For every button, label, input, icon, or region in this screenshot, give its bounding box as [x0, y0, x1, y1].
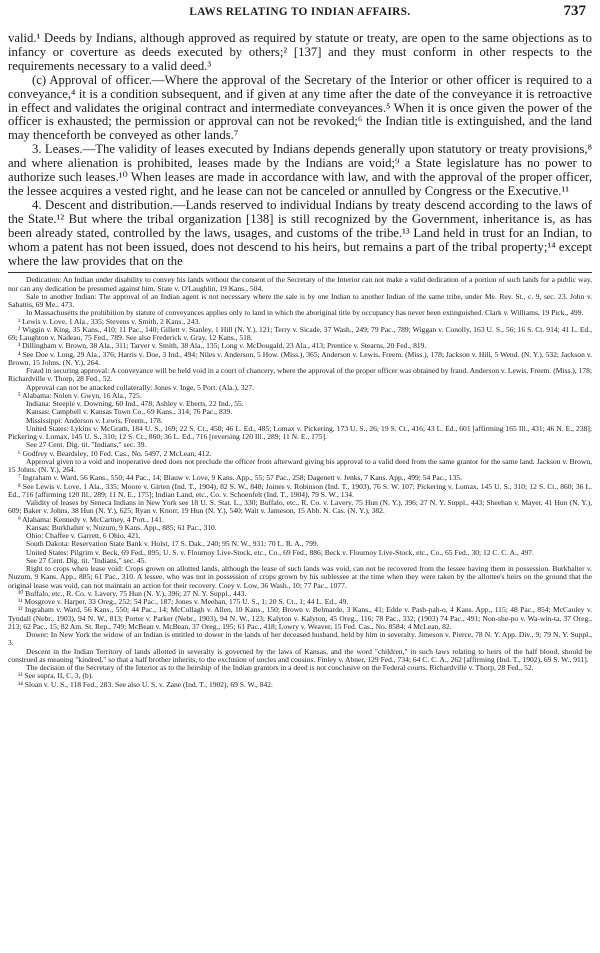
- footnote: Kansas: Burkhalter v. Nuzum, 9 Kans. App., 885; 61 Pac., 310.: [26, 522, 217, 532]
- footnote: Approval can not be attacked collaterally: Jones v. Inge, 5 Port. (Ala.), 327.: [26, 382, 254, 392]
- footnote: Indiana: Steeple v. Downing, 60 Ind., 478; Ashley v. Eberts, 22 Ind., 55.: [26, 399, 244, 409]
- footnote: Fraud in securing approval: A conveyance will be held void in a court of chancery, where the approval of the proper officer was obtained by fraud. Anderson v. Lewis, Freem. (Miss.), 178; Richardville v. Thorp, 28 Fed., 52.: [8, 366, 592, 384]
- footnote: Right to crops when lease void: Crops grown on allotted lands, although the lease of such lands was void, can not be recovered from the lessee having them in possession. Burkhalter v. Nuzum, 9 Kans. App., 885; 61 Pac., 310. A lessee, who was not in possession of crops grown by his sublessee at the time when they were taken by the allottee's heirs on the ground that the original lease was void, can not maintain an action for their recovery. Coey v. Low, 36 Wash., 10; 77 Pac., 1077.: [8, 564, 592, 590]
- footnote: ¹³ See supra, II, C, 3, (b).: [18, 671, 94, 681]
- footnote: Sale to another Indian: The approval of an Indian agent is not necessary where the sale is by one Indian to another Indian of the same tribe, under Me. Rev. St., c. 9, sec. 23. John v. Sabattis, 69 Me., 473.: [8, 291, 592, 310]
- footnote: ¹¹ Mosgrove v. Harper, 33 Oreg., 252; 54 Pac., 187; Jones v. Meehan, 175 U. S., 1; 20 S. Ct., 1; 44 L. Ed., 49.: [18, 597, 349, 607]
- footnote: ⁸ See Lewis v. Love, 1 Ala., 335; Moore v. Girten (Ind. T., 1904), 82 S. W., 848; Joines v. Robinson (Ind. T., 1903), 76 S. W. 107; Pickering v. Lomax, 145 U. S., 310; 12 S. Ct., 860; 36 L. Ed., 716 [affirming 120 Ill., 289; 11 N. E., 175]; Indian Land, etc., Co. v. Schoenfelt (Ind. T., 1904), 79 S. W., 134.: [8, 481, 592, 499]
- body-paragraph: 3. Leases.—The validity of leases executed by Indians depends generally upon statutory or treaty provisions,⁸ and where alienation is prohibited, leases made by the Indians are void;⁹ a State legislature has no power to authorize such leases.¹⁰ When leases are made in accordance with law, and with the approval of the proper officer, the lessee acquires a vested right, and he lease can not be canceled or annulled by Congress or the Executive.¹¹: [8, 142, 592, 198]
- footnote: Validity of leases by Seneca Indians in New York see 18 U. S. Stat. L., 330; Buffalo, etc., R. Co. v. Lavery, 75 Hun (N. Y.), 396; 27 N. Y. Suppl., 443; Sheehan v. Mayer, 41 Hun (N. Y.), 609; Baker v. Johns, 38 Hun (N. Y.), 625; Ryan v. Knorr, 19 Hun (N. Y.), 540; Wait v. Jameson, 15 Abb. N. Cas. (N. Y.), 382.: [8, 498, 592, 516]
- running-title: LAWS RELATING TO INDIAN AFFAIRS.: [189, 6, 411, 18]
- footnote: ¹ Lewis v. Love, 1 Ala., 335; Stevens v. Smith, 2 Kans., 243.: [18, 316, 201, 326]
- body-paragraph: (c) Approval of officer.—Where the approval of the Secretary of the Interior or other officer is required to a conveyance,⁴ it is a condition subsequent, and if given at any time after the date of the conveyance it is retroactive in effect and validates the original contract and intermediate conveyances.⁵ When it is once given the power of the officer is exhausted; the permission or approval can not be revoked;⁶ the Indian title is extinguished, and the land may thenceforth be conveyed as other lands.⁷: [8, 72, 592, 143]
- footnote: ¹² Ingraham v. Ward, 56 Kans., 550; 44 Pac., 14; McCullagh v. Allen, 10 Kans., 150; Brown v. Belmarde, 3 Kans., 41; Edde v. Pash-pah-o, 4 Kans. App., 115; 48 Pac., 854; McCauley v. Tyndall (Nebr., 1903), 94 N. W., 813; Porter v. Parker (Nebr., 1903), 94 N. W., 123; Kalyton v. Kalyton, 45 Oreg., 116; 78 Pac., 332; (1903) 74 Pac., 491; Non-she-po v. Wa-win-ta, 37 Oreg., 213; 62 Pac., 15; 82 Am. St. Rep., 749; McBean v. McBean, 37 Oreg., 195; 61 Pac., 418; Lowry v. Weaver, 15 Fed. Cas., No. 8584; 4 McLean, 82.: [8, 605, 592, 631]
- footnote: Descent in the Indian Territory of lands allotted in severalty is governed by the laws of Kansas, and the word "children," in such laws relating to heirs of the half blood, should be construed as meaning "kindred," so that a half brother inherits, to the exclusion of uncles and cousins. Finley v. Abner, 129 Fed., 734; 64 C. C. A., 262 [affirming (Ind. T., 1902), 69 S. W., 911].: [8, 646, 592, 664]
- footnote-divider: [8, 272, 592, 273]
- footnote: ¹⁰ Buffalo, etc., R. Co. v. Lavery, 75 Hun (N. Y.), 396; 27 N. Y. Suppl., 443.: [18, 588, 247, 598]
- footnote: The decision of the Secretary of the Interior as to the heirship of the Indian grantors in a deed is not conclusive on the Federal courts. Richardville v. Thorp, 28 Fed., 52.: [26, 663, 534, 673]
- footnote: United States: Lykins v. McGrath, 184 U. S., 169; 22 S. Ct., 450; 46 L. Ed., 485; Lomax v. Pickering, 173 U. S., 26; 19 S. Ct., 416; 43 L. Ed., 601 [affirming 165 Ill., 431; 46 N. E., 238]; Pickering v. Lomax, 145 U. S., 310; 12 S. Ct., 860; 36 L. Ed., 716 [reversing 120 Ill., 289; 11 N. E., 175].: [8, 423, 592, 442]
- footnote: ⁵ Alabama: Nolen v. Gwyn, 16 Ala., 725.: [18, 390, 142, 400]
- footnote: ³ Dillingham v. Brown, 38 Ala., 311; Tarver v. Smith, 38 Ala., 135; Long v. McDougald, 23 Ala., 413; Prentice v. Stearns, 20 Fed., 819.: [18, 341, 427, 351]
- footnote: Approval given to a void and inoperative deed does not preclude the officer from afterward giving his approval to a valid deed from the same grantor for the same land. Jackson v. Brown, 15 Johns. (N. Y.), 264.: [8, 456, 592, 475]
- footnote: South Dakota: Reservation State Bank v. Holst, 17 S. Dak., 240; 95 N. W., 931; 70 L. R. A., 799.: [26, 539, 319, 549]
- footnote: Dower: In New York the widow of an Indian is entitled to dower in the lands of her deceased husband, held by him in severalty. Jimeson v. Pierce, 78 N. Y. App. Div., 9; 79 N. Y. Suppl., 3.: [8, 630, 592, 648]
- main-text: [8, 32, 592, 268]
- footnote: ⁶ Godfrey v. Beardsley, 10 Fed. Cas., No. 5497, 2 McLean, 412.: [18, 448, 212, 458]
- footnote: ⁴ See Doe v. Long, 29 Ala., 376; Harris v. Doe, 3 Ind., 494; Niles v. Anderson, 5 How. (Miss.), 365; Anderson v. Lewis, Freem. (Miss.), 178; Jackson v. Hill, 5 Wend. (N. Y.), 532; Jackson v. Brown, 15 Johns. (N. Y.), 264.: [8, 349, 592, 367]
- body-paragraph: 4. Descent and distribution.—Lands reserved to individual Indians by treaty descend according to the laws of the State.¹² But where the tribal organization [138] is still recognized by the Government, inheritance is, as has been already stated, controlled by the laws, usages, and customs of the tribe.¹³ Land held in trust for an Indian, to whom a patent has not been issued, does not descend to his heirs, but remains a part of the tribal property;¹⁴ except where the law provides that on the: [8, 197, 592, 268]
- footnote: ¹⁴ Sloan v. U. S., 118 Fed., 283. See also U. S. v. Zane (Ind. T., 1902), 69 S. W., 842.: [18, 679, 273, 689]
- footnote: ² Wiggin v. King, 35 Kans., 410; 11 Pac., 140; Gillett v. Stanley, 1 Hill (N. Y.), 121; Terry v. Sicade, 37 Wash., 249; 79 Pac., 789; Wiggan v. Conolly, 163 U. S., 56; 16 S. Ct. 914; 41 L. Ed., 69; Laughton v. Nadeau, 75 Fed., 789. See also Frederick v. Gray, 12 Kans., 518.: [8, 324, 592, 343]
- footnote: ⁷ Ingraham v. Ward, 56 Kans., 550; 44 Pac., 14; Blauw v. Love, 9 Kans. App., 55; 57 Pac., 258; Dagenett v. Jenks, 7 Kans. App., 499; 54 Pac., 135.: [18, 473, 462, 483]
- footnote: See 27 Cent. Dig. tit. "Indians," sec. 39.: [26, 440, 147, 450]
- footnote: Kansas: Campbell v. Kansas Town Co., 69 Kans., 314; 76 Pac., 839.: [26, 407, 233, 417]
- footnote: In Massachusetts the prohibition by statute of conveyances applies only to land in which the aboriginal title by occupancy has never been extinguished. Clark v. Williams, 19 Pick., 499.: [26, 308, 584, 318]
- footnote: Mississippi: Anderson v. Lewis, Freem., 178.: [26, 415, 163, 425]
- footnote: Dedication: An Indian under disability to convey his lands without the consent of the Secretary of the Interior can not make a valid dedication of a portion of such lands for a public way, nor can any dedication be presumed against him. State v. O'Laughlin, 19 Kans., 504.: [8, 275, 592, 293]
- page-number: 737: [563, 3, 586, 19]
- running-header: [8, 0, 592, 22]
- footnote: Ohio: Chaffee v. Garrett, 6 Ohio, 421.: [26, 531, 141, 541]
- footnote: United States: Pilgrim v. Beck, 69 Fed., 895; U. S. v. Flournoy Live-Stock, etc., Co., 69 Fed., 886; Beck v. Flournoy Live-Stock, etc., Co., 65 Fed., 30; 12 C. C. A., 497.: [26, 547, 534, 557]
- footnote: See 27 Cent. Dig. tit. "Indians," sec. 45.: [26, 555, 147, 565]
- body-paragraph: valid.¹ Deeds by Indians, although approved as required by statute or treaty, are open to the same objections as to infancy or coverture as deeds executed by others;² [137] and they must conform in other respects to the requirements necessary to a valid deed.³: [8, 31, 592, 73]
- footnotes: [8, 276, 592, 689]
- footnote: ⁹ Alabama: Kennedy v. McCartney, 4 Port., 141.: [18, 514, 164, 524]
